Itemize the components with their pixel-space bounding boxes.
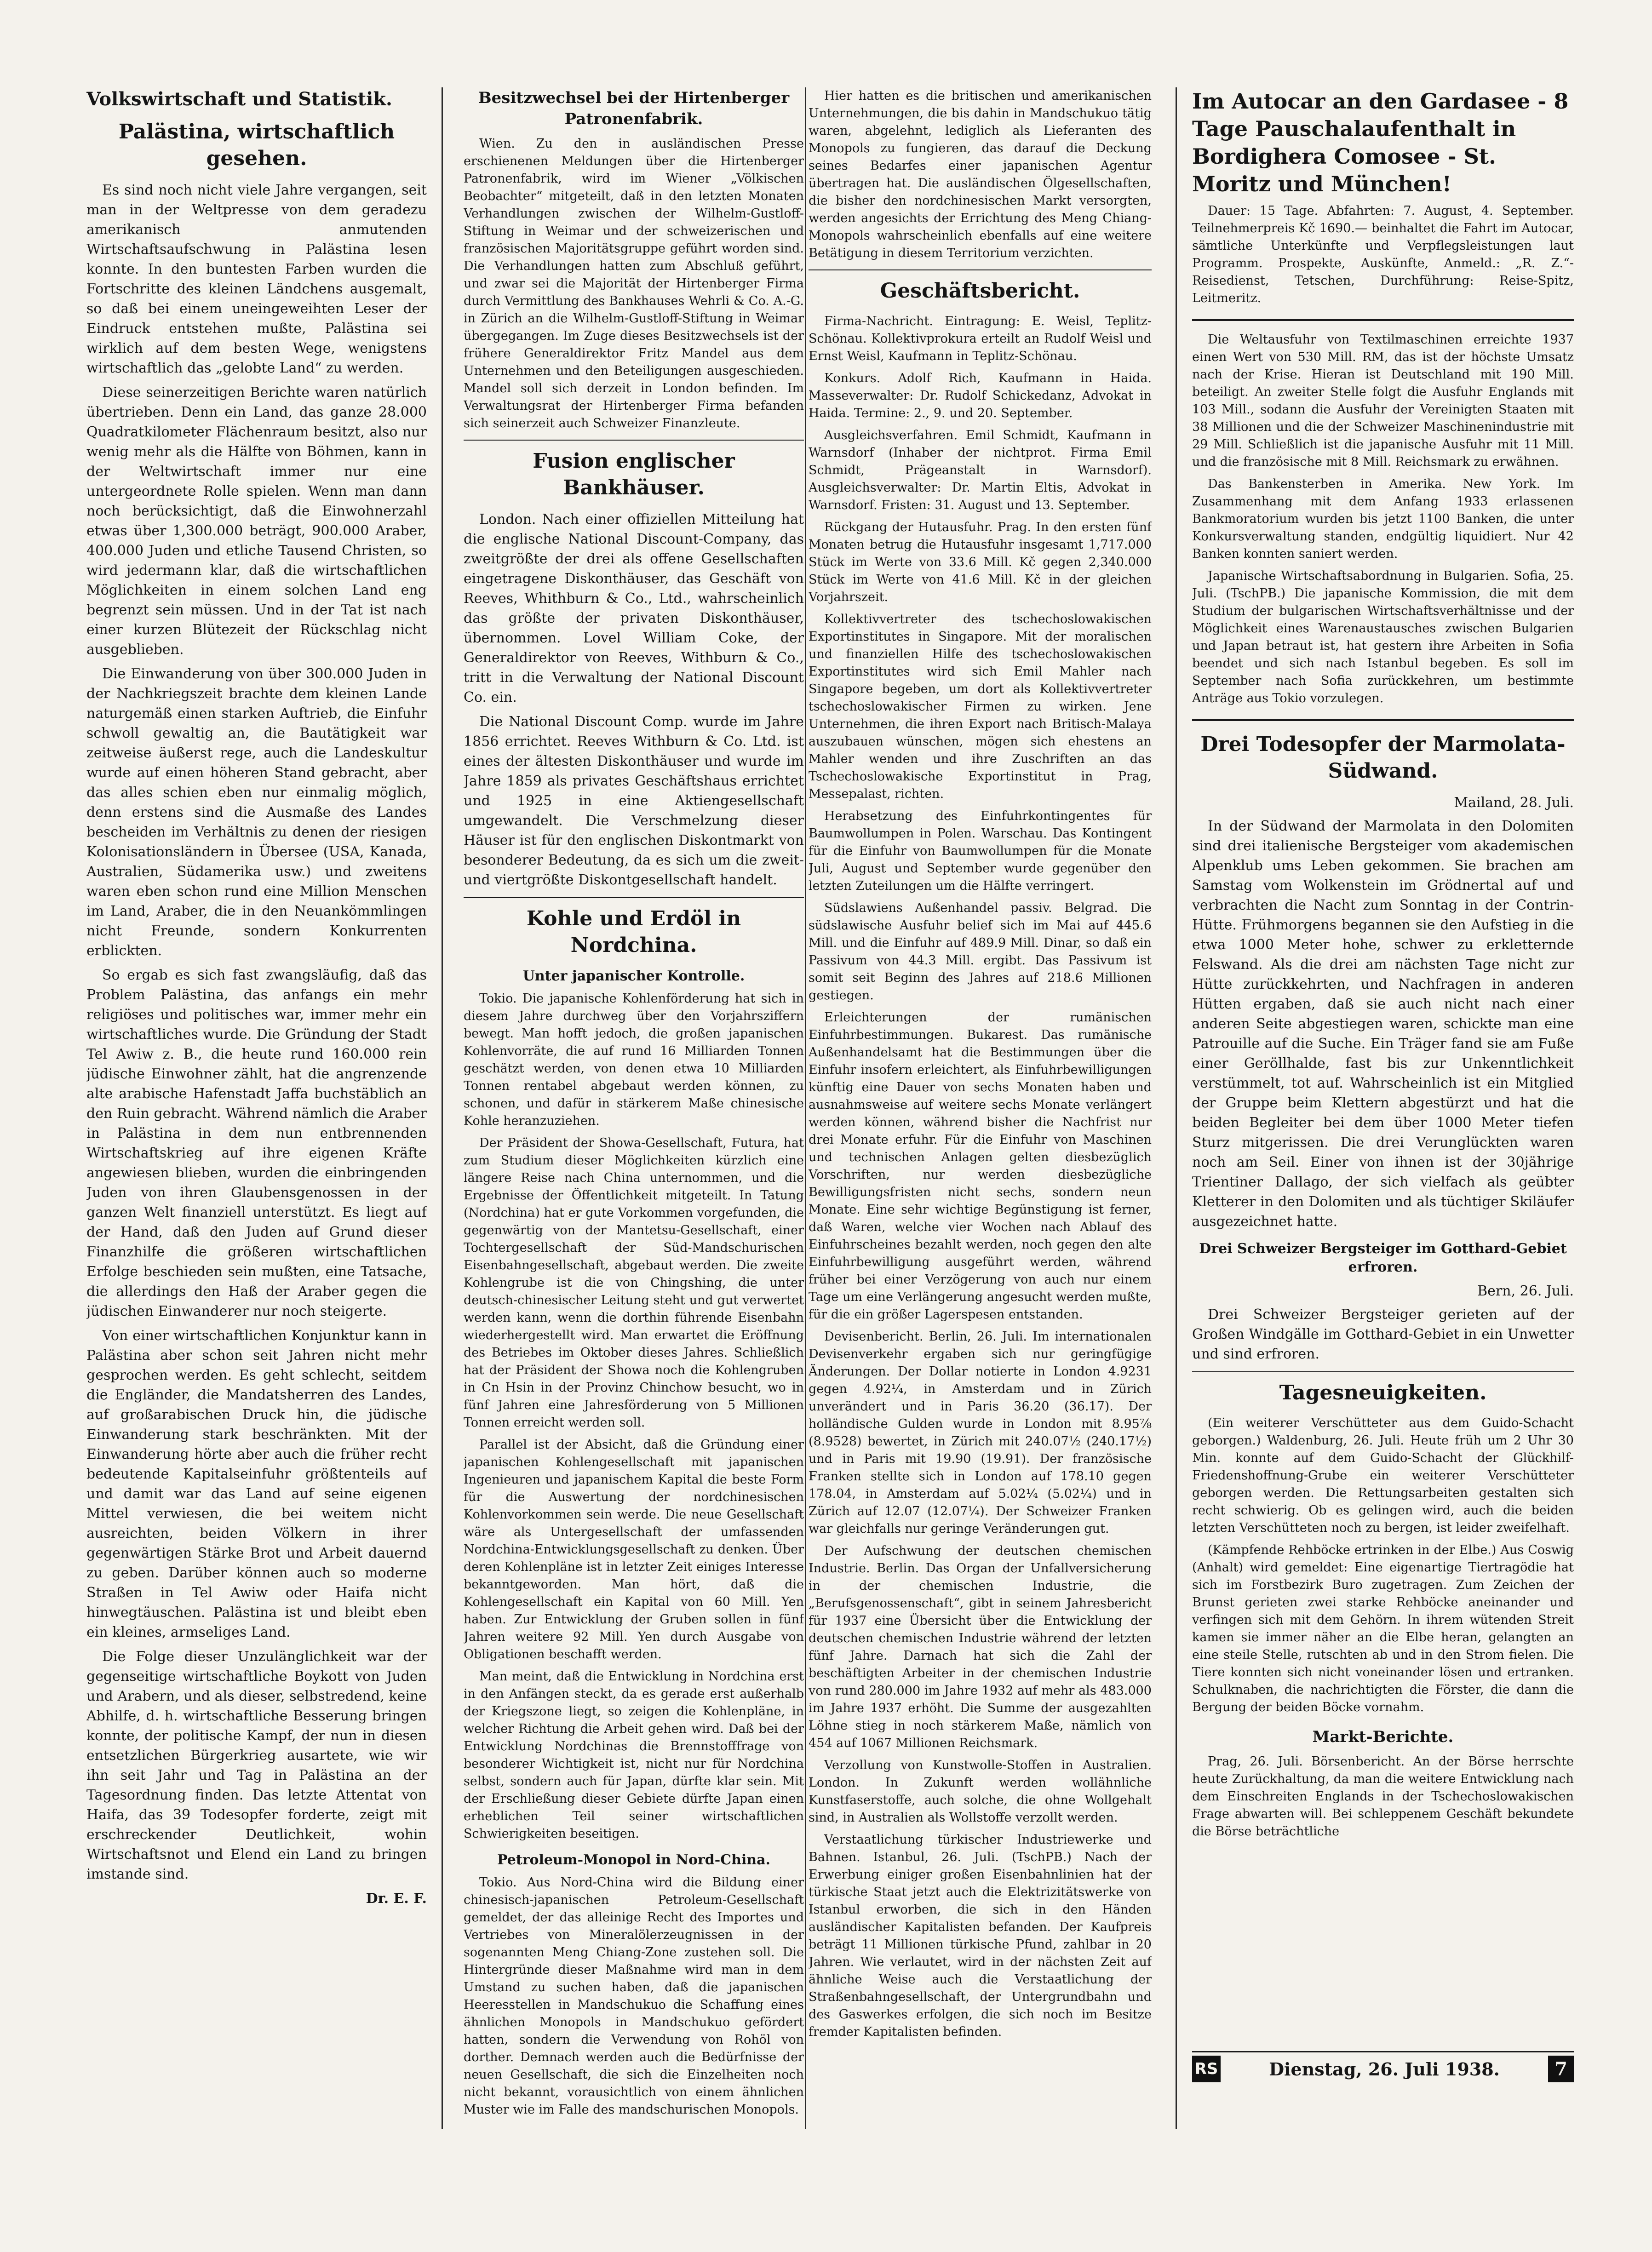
article-paragraph: Es sind noch nicht viele Jahre vergangen, seit man in der Weltpresse von dem geradezu amerikanisch anmutenden Wirtschaftsaufschwung in Palästina lesen konnte. In den buntesten Farben wurden die Fortschritte des kleinen Ländchens ausgemalt, so daß bei einem uneingeweihten Leser der Eindruck entstehen mußte, Palästina sei wirklich auf dem besten Wege, wenigstens wirtschaftlich das „gelobte Land“ zu werden. [86, 182, 427, 376]
news-item: Japanische Wirtschaftsabordnung in Bulgarien. Sofia, 25. Juli. (TschPB.) Die japanische Kommission, die mit dem Studium der bulgarischen Wirtschaftsverhältnisse und der Möglichkeit eines Warenaustausches zwischen Bulgarien und Japan betraut ist, hat gestern ihre Arbeiten in Sofia beendet und sich nach Istanbul begeben. Es soll im September nach Sofia zurückkehren, um bestimmte Anträge aus Tokio vorzulegen. [1192, 569, 1574, 705]
article-paragraph: Die Folge dieser Unzulänglichkeit war der gegenseitige wirtschaftliche Boykott von Juden und Arabern, und als dieser, selbstredend, keine Abhilfe, d. h. wirtschaftliche Besserung bringen konnte, der politische Kampf, der nun in diesen entsetzlichen Bürgerkrieg ausartete, wie wir ihn seit Jahr und Tag in Palästina an der Tagesordnung finden. Das letzte Attentat von Haifa, das 39 Todesopfer forderte, zeigt mit erschreckender Deutlichkeit, wohin Wirtschaftsnot und Elend ein Land zu bringen imstande sind. [86, 1649, 427, 1882]
article-paragraph: Der Präsident der Showa-Gesellschaft, Futura, hat zum Studium dieser Möglichkeiten kürzlich eine längere Reise nach China unternommen, und die Ergebnisse der Öffentlichkeit mitgeteilt. In Tatung (Nordchina) hat er gute Vorkommen vorgefunden, die gegenwärtig von der Mantetsu-Gesellschaft, einer Tochtergesellschaft der Süd-Mandschurischen Eisenbahngesellschaft, abgebaut werden. Die zweite Kohlengrube ist die von Chingshing, die unter deutsch-chinesischer Leitung steht und gut verwertet werden kann, wenn die dorthin führende Eisenbahn wiederhergestellt wird. Man erwartet die Eröffnung des Betriebes im Oktober dieses Jahres. Schließlich hat der Präsident der Showa noch die Kohlengruben in Cn Hsin in der Provinz Chinchow besucht, wo in fünf Jahren eine Jahresförderung von 5 Millionen Tonnen erreicht werden soll. [464, 1136, 804, 1430]
section-title: Volkswirtschaft und Statistik. [86, 88, 392, 110]
news-item: Die Weltausfuhr von Textilmaschinen erreichte 1937 einen Wert von 530 Mill. RM, das ist der höchste Umsatz nach der Krise. Hieran ist Deutschland mit 190 Mill. beteiligt. An zweiter Stelle folgt die Ausfuhr Englands mit 103 Mill., sodann die Ausfuhr der Vereinigten Staaten mit 38 Millionen und die der Schweizer Maschinenindustrie mit 29 Mill. Schließlich ist die japanische Ausfuhr mit 11 Mill. und die französische mit 8 Mill. Reichsmark zu erwähnen. [1192, 332, 1574, 469]
news-item: Verstaatlichung türkischer Industriewerke und Bahnen. Istanbul, 26. Juli. (TschPB.) Nach der Erwerbung einiger großen Eisenbahnlinien hat der türkische Staat jetzt auch die Elektrizitätswerke von Istanbul erworben, die sich in den Händen ausländischer Kapitalisten befanden. Der Kaufpreis beträgt 11 Millionen türkische Pfund, zahlbar in 20 Jahren. Wie verlautet, wird in der nächsten Zeit auf ähnliche Weise auch die Verstaatlichung der Straßenbahngesellschaft, der Untergrundbahn und des Gaswerkes erfolgen, die sich noch im Besitze fremder Kapitalisten befinden. [809, 1833, 1152, 2039]
advertisement-headline: Im Autocar an den Gardasee - 8 Tage Pauschalaufenthalt in Bordighera Comosee - St. Moritz und München! [1192, 89, 1569, 196]
article-dateline: Mailand, 28. Juli. [1454, 795, 1574, 811]
column-2 [464, 87, 804, 2129]
column-rule [1176, 87, 1177, 2129]
news-item: Südslawiens Außenhandel passiv. Belgrad. Die südslawische Ausfuhr belief sich im Mai auf 445.6 Mill. und die Einfuhr auf 489.9 Mill. Dinar, so daß ein Passivum von 44.3 Mill. ergibt. Das Passivum ist somit seit Beginn des Jahres auf 218.6 Millionen gestiegen. [809, 901, 1152, 1003]
article-paragraph: Tokio. Aus Nord-China wird die Bildung einer chinesisch-japanischen Petroleum-Gesellschaft gemeldet, der das alleinige Recht des Importes und Vertriebes von Mineralölerzeugnissen in der sogenannten Meng Chiang-Zone zustehen soll. Die Hintergründe dieser Maßnahme wird man in dem Umstand zu suchen haben, daß die japanischen Heeresstellen in Mandschukuo die Schaffung eines ähnlichen Monopols in Mandschukuo gefördert hatten, sondern die Verwendung von Rohöl von dorther. Demnach werden auch die Bedürfnisse der neuen Gesellschaft, die sich die Einzelheiten noch nicht bekannt, vorausichtlich von einem ähnlichen Muster wie im Falle des mandschurischen Monopols. [464, 1875, 804, 2117]
article-signature: Dr. E. F. [366, 1891, 427, 1907]
article-paragraph: Hier hatten es die britischen und amerikanischen Unternehmungen, die bis dahin in Mandschukuo tätig waren, abgelehnt, lediglich als Lieferanten des Monopols zu fungieren, das darauf die Deckung seines Bedarfes einer japanischen Agentur übertragen hat. Die ausländischen Ölgesellschaften, die bisher den nordchinesischen Markt versorgten, werden angesichts der Errichtung des Meng Chiang-Monopols wahrscheinlich ebenfalls auf eine weitere Betätigung in diesem Territorium verzichten. [809, 89, 1152, 260]
article-paragraph: So ergab es sich fast zwangsläufig, daß das Problem Palästina, das anfangs ein mehr religiöses und politisches war, immer mehr ein wirtschaftliches wurde. Die Gründung der Stadt Tel Awiw z. B., die heute rund 160.000 rein jüdische Einwohner zählt, hat die angrenzende alte arabische Hafenstadt Jaffa buchstäblich an den Ruin gebracht. Während nämlich die Araber in Palästina in dem nun entbrennenden Wirtschaftskrieg auf ihre eigenen Kräfte angewiesen blieben, wurden die einbringenden Juden von ihren Glaubensgenossen in der ganzen Welt finanziell unterstützt. Es liegt auf der Hand, daß den Juden auf Grund dieser Finanzhilfe die größeren wirtschaftlichen Erfolge beschieden sein mußten, eine Tatsache, die allerdings den Haß der Araber gegen die jüdischen Einwanderer nur noch steigerte. [86, 967, 427, 1319]
article-paragraph: Drei Schweizer Bergsteiger gerieten auf der Großen Windgälle im Gotthard-Gebiet in ein Unwetter und sind erfroren. [1192, 1307, 1574, 1362]
advertisement-text: Dauer: 15 Tage. Abfahrten: 7. August, 4. September. Teilnehmerpreis Kč 1690.— beinhaltet die Fahrt im Autocar, sämtliche Unterkünfte und Verpflegsleistungen laut Programm. Prospekte, Auskünfte, Anmeld.: „R. Z.“-Reisedienst, Tetschen, Durchführung: Reise-Spitz, Leitmeritz. [1192, 204, 1574, 305]
news-item: Firma-Nachricht. Eintragung: E. Weisl, Teplitz-Schönau. Kollektivprokura erteilt an Rudolf Weisl und Ernst Weisl, Kaufmann in Teplitz-Schönau. [809, 314, 1152, 363]
divider [464, 897, 804, 898]
article-paragraph: (Ein weiterer Verschütteter aus dem Guido-Schacht geborgen.) Waldenburg, 26. Juli. Heute früh um 2 Uhr 30 Min. konnte auf dem Guido-Schacht der Glückhilf-Friedenshoffnung-Grube ein weiterer Verschütteter geborgen werden. Die Rettungsarbeiten gestalten sich recht schwierig. Ob es gelingen wird, auch die beiden letzten Verschütteten noch zu bergen, ist leider zweifelhaft. [1192, 1416, 1574, 1535]
article-paragraph: Wien. Zu den in ausländischen Presse erschienenen Meldungen über die Hirtenberger Patronenfabrik, wird im Wiener „Völkischen Beobachter“ mitgeteilt, daß in den letzten Monaten Verhandlungen zwischen der Wilhelm-Gustloff-Stiftung in Weimar und der schweizerischen und französischen Majoritätsgruppe geführt worden sind. Die Verhandlungen hatten zum Abschluß geführt, und zwar sei die Majorität der Hirtenberger Firma durch Vermittlung des Bankhauses Wehrli & Co. A.-G. in Zürich an die Wilhelm-Gustloff-Stiftung in Weimar übergegangen. Im Zuge dieses Besitzwechsels ist der frühere Generaldirektor Fritz Mandel aus dem Unternehmen und den Beteiligungen ausgeschieden. Mandel soll sich derzeit in London befinden. Im Verwaltungsrat der Hirtenberger Firma befanden sich seinerzeit auch Schweizer Finanzleute. [464, 137, 804, 430]
article-subheadline: Unter japanischer Kontrolle. [522, 968, 745, 984]
article-paragraph: In der Südwand der Marmolata in den Dolomiten sind drei italienische Bergsteiger vom akademischen Alpenklub ums Leben gekommen. Sie brachen am Samstag vom Wolkenstein im Grödnertal auf und verbrachten die Nacht zum Sonntag in der Contrin-Hütte. Frühmorgens begannen sie den Aufstieg in die etwa 1000 Meter hohe, schwer zu erkletternde Felswand. Als die drei am nächsten Tage nicht zur Hütte zurückkehrten, und Nachfragen in anderen Hütten ergaben, daß sie auch nicht nach einer anderen Seite abgestiegen waren, schickte man eine Patrouille auf die Suche. Ein Träger fand sie am Fuße einer Geröllhalde, fast bis zur Unkenntlichkeit verstümmelt, tot auf. Wahrscheinlich ist ein Mitglied der Gruppe beim Klettern abgestürzt und hat die beiden Begleiter bei dem über 1000 Meter tiefen Sturz mitgerissen. Die drei Verunglückten waren noch am Seil. Einer von ihnen ist der 30jährige Trientiner Dallago, der sich vielfach als geübter Kletterer in den Dolomiten und als tüchtiger Skiläufer ausgezeichnet hatte. [1192, 818, 1574, 1230]
column-4 [1192, 87, 1574, 2129]
article-headline: Fusion englischer Bankhäuser. [533, 449, 735, 499]
divider [1192, 1371, 1574, 1372]
article-headline: Palästina, wirtschaftlich gesehen. [118, 120, 395, 170]
article-paragraph: (Kämpfende Rehböcke ertrinken in der Elbe.) Aus Coswig (Anhalt) wird gemeldet: Eine eigenartige Tiertragödie hat sich im Forstbezirk Buro zugetragen. Zum Zeichen der Brunst gerieten zwei starke Rehböcke aneinander und verfingen sich mit dem Gehörn. In ihrem wütenden Streit kamen sie immer näher an die Elbe heran, gelangten an eine steile Stelle, rutschten ab und in den Strom fielen. Die Tiere konnten sich nicht voneinander lösen und ertranken. Schulknaben, die nachrichtigten die Förster, die dann die Bergung der beiden Böcke vornahm. [1192, 1543, 1574, 1714]
divider [1192, 719, 1574, 721]
news-item: Kollektivvertreter des tschechoslowakischen Exportinstitutes in Singapore. Mit der moralischen und finanziellen Hilfe des tschechoslowakischen Exportinstitutes wird sich Emil Mahler nach Singapore begeben, um dort als Kollektivvertreter tschechoslowakischer Firmen zu wirken. Jene Unternehmen, die ihren Export nach Britisch-Malaya auszubauen wünschen, mögen sich ehestens an Mahler wenden und ihre Zuschriften an das Tschechoslowakische Exportinstitut in Prag, Messepalast, richten. [809, 612, 1152, 801]
article-headline: Besitzwechsel bei der Hirtenberger Patronenfabrik. [478, 89, 790, 128]
article-headline: Petroleum-Monopol in Nord-China. [497, 1852, 770, 1868]
article-paragraph: Die National Discount Comp. wurde im Jahre 1856 errichtet. Reeves Withburn & Co. Ltd. ist eines der ältesten Diskonthäuser und wurde im Jahre 1859 als privates Geschäftshaus errichtet und 1925 in eine Aktiengesellschaft umgewandelt. Die Verschmelzung dieser Häuser ist für den englischen Diskontmarkt von besonderer Bedeutung, da es sich um die zweit- und viertgrößte Diskontgesellschaft handelt. [464, 714, 804, 888]
news-item: Devisenbericht. Berlin, 26. Juli. Im internationalen Devisenverkehr ergaben sich nur geringfügige Änderungen. Der Dollar notierte in London 4.9231 gegen 4.92¼, in Amsterdam und in Zürich unverändert und in Paris 36.20 (36.17). Der holländische Gulden wurde in London mit 8.95⅞ (8.9528) bewertet, in Zürich mit 240.07½ (240.17½) und in Paris mit 19.90 (19.91). Der französische Franken stellte sich in London auf 178.10 gegen 178.04, in Amsterdam auf 5.02¼ (5.02¼) und in Zürich auf 12.07 (12.07¼). Der Schweizer Franken war gleichfalls nur geringe Veränderungen gut. [809, 1329, 1152, 1536]
column-rule [442, 87, 443, 2129]
news-item: Konkurs. Adolf Rich, Kaufmann in Haida. Masseverwalter: Dr. Rudolf Schickedanz, Advokat in Haida. Termine: 2., 9. und 20. September. [809, 371, 1152, 420]
article-paragraph: Die Einwanderung von über 300.000 Juden in der Nachkriegszeit brachte dem kleinen Lande naturgemäß einen starken Auftrieb, die Einfuhr schwoll gewaltig an, die Bautätigkeit war zeitweise äußerst rege, auch die Landeskultur wurde auf einen höheren Stand gebracht, aber das alles schien eben nur einmalig möglich, denn erstens sind die Ausmaße des Landes bescheiden im Verhältnis zu denen der riesigen Kolonisationsländern in Übersee (USA, Kanada, Australien, Südamerika usw.) und zweitens waren eben schon rund eine Million Menschen im Land, Araber, die in den Neuankömmlingen nicht Freunde, sondern Konkurrenten erblickten. [86, 666, 427, 959]
article-headline: Tagesneuigkeiten. [1279, 1381, 1487, 1404]
article-paragraph: Tokio. Die japanische Kohlenförderung hat sich in diesem Jahre durchweg über den Vorjahrsziffern bewegt. Man hofft jedoch, die großen japanischen Kohlenvorräte, die auf rund 16 Milliarden Tonnen geschätzt werden, von denen etwa 10 Milliarden Tonnen rentabel abgebaut werden können, zu schonen, und dafür in stärkerem Maße chinesische Kohle heranzuziehen. [464, 991, 804, 1128]
news-item: Der Aufschwung der deutschen chemischen Industrie. Berlin. Das Organ der Unfallversicherung in der chemischen Industrie, die „Berufsgenossenschaft“, gibt in seinem Jahresbericht für 1937 eine Übersicht über die Entwicklung der deutschen chemischen Industrie während der letzten fünf Jahre. Darnach hat sich die Zahl der beschäftigten Arbeiter in der chemischen Industrie von rund 280.000 im Jahre 1932 auf mehr als 483.000 im Jahre 1937 erhöht. Die Summe der ausgezahlten Löhne stieg in noch stärkerem Maße, nämlich von 454 auf 1067 Millionen Reichsmark. [809, 1544, 1152, 1750]
column-3 [809, 87, 1152, 2129]
article-paragraph: Man meint, daß die Entwicklung in Nordchina erst in den Anfängen steckt, da es gerade erst außerhalb der Kriegszone liegt, so zeigen die Kohlenpläne, in welcher Richtung die Arbeit gehen wird. Daß bei der Entwicklung Nordchinas die Brennstofffrage von besonderer Wichtigkeit ist, nicht nur für Nordchina selbst, sondern auch für Japan, dürfte klar sein. Mit der Erschließung dieser Gebiete dürfte Japan einen erheblichen Teil seiner wirtschaftlichen Schwierigkeiten beseitigen. [464, 1669, 804, 1841]
article-paragraph: London. Nach einer offiziellen Mitteilung hat die englische National Discount-Company, das zweitgrößte der drei als offene Gesellschaften eingetragene Diskonthäuser, das Geschäft von Reeves, Whithburn & Co., Ltd., wahrscheinlich das größte der privaten Diskonthäuser, übernommen. Lovel William Coke, der Generaldirektor von Reeves, Withburn & Co., tritt in die Verwaltung der National Discount Co. ein. [464, 511, 804, 705]
article-paragraph: Von einer wirtschaftlichen Konjunktur kann in Palästina aber schon seit Jahren nicht mehr gesprochen werden. Es geht schlecht, seitdem die Engländer, die Mandatsherren des Landes, auf großarabischen Druck hin, die jüdische Einwanderung stark beschränkten. Mit der Einwanderung hörte aber auch die früher recht bedeutende Kapitalseinfuhr größtenteils auf und damit war das Land auf seine eigenen Mittel verwiesen, die bei weitem nicht ausreichten, beiden Völkern in ihrer gegenwärtigen Stärke Brot und Arbeit dauernd zu geben. Darüber können auch so moderne Straßen in Tel Awiw oder Haifa nicht hinwegtäuschen. Palästina ist und bleibt eben ein kleines, armseliges Land. [86, 1328, 427, 1640]
article-headline: Drei Schweizer Bergsteiger im Gotthard-Gebiet erfroren. [1199, 1241, 1567, 1275]
article-headline: Drei Todesopfer der Marmolata-Südwand. [1200, 733, 1566, 783]
article-paragraph: Prag, 26. Juli. Börsenbericht. An der Börse herrschte heute Zurückhaltung, da man die weitere Entwicklung nach dem Einschreiten Englands in der Tschechoslowakischen Frage abwarten will. Bei schleppenem Geschäft bekundete die Börse beträchtliche [1192, 1754, 1574, 1839]
divider [1192, 319, 1574, 321]
news-item: Rückgang der Hutausfuhr. Prag. In den ersten fünf Monaten betrug die Hutausfuhr insgesamt 1,717.000 Stück im Werte von 33.6 Mill. Kč gegen 2,340.000 Stück im Werte von 41.6 Mill. Kč in der gleichen Vorjahrszeit. [809, 520, 1152, 604]
section-title: Geschäftsbericht. [880, 279, 1080, 303]
page-number: 7 [1548, 2056, 1574, 2082]
issue-date: Dienstag, 26. Juli 1938. [1269, 2058, 1500, 2080]
article-paragraph: Diese seinerzeitigen Berichte waren natürlich übertrieben. Denn ein Land, das ganze 28.000 Quadratkilometer Flächenraum besitzt, also nur wenig mehr als die Hälfte von Böhmen, kann in der Weltwirtschaft immer nur eine untergeordnete Rolle spielen. Wenn man dann noch berücksichtigt, daß die Einwohnerzahl etwas über 1,300.000 beträgt, 900.000 Araber, 400.000 Juden und etliche Tausend Christen, so wird jedermann klar, daß die wirtschaftlichen Möglichkeiten in einem solchen Land eng begrenzt sein müssen. Und in der Tat ist nach einer kurzen Blütezeit der Rückschlag nicht ausgeblieben. [86, 384, 427, 658]
publisher-logo: RS [1192, 2056, 1221, 2082]
column-1 [86, 87, 427, 2129]
column-rule [805, 87, 806, 2129]
article-headline: Kohle und Erdöl in Nordchina. [526, 907, 741, 957]
article-dateline: Bern, 26. Juli. [1477, 1283, 1574, 1299]
page-footer [1192, 2051, 1574, 2086]
news-item: Herabsetzung des Einfuhrkontingentes für Baumwollumpen in Polen. Warschau. Das Kontingent für die Einfuhr von Baumwollumpen für die Monate Juli, August und September wurde gegenüber den letzten Zuteilungen um die Hälfte verringert. [809, 809, 1152, 893]
article-headline: Markt-Berichte. [1312, 1728, 1454, 1746]
news-item: Das Bankensterben in Amerika. New York. Im Zusammenhang mit dem Anfang 1933 erlassenen Bankmoratorium wurden bis jetzt 1100 Banken, die unter Konkursverwaltung standen, endgültig liquidiert. Nur 42 Banken konnten saniert werden. [1192, 477, 1574, 561]
article-paragraph: Parallel ist der Absicht, daß die Gründung einer japanischen Kohlengesellschaft mit japanischen Ingenieuren und japanischem Kapital die beste Form für die Auswertung der nordchinesischen Kohlenvorkommen sein werde. Die neue Gesellschaft wäre als Untergesellschaft der umfassenden Nordchina-Entwicklungsgesellschaft zu denken. Über deren Kohlenpläne ist in letzter Zeit einiges Interesse bekanntgeworden. Man hört, daß die Kohlengesellschaft ein Kapital von 60 Mill. Yen haben. Zur Entwicklung der Gruben sollen in fünf Jahren weitere 92 Mill. Yen durch Ausgabe von Obligationen beschafft werden. [464, 1438, 804, 1662]
news-item: Erleichterungen der rumänischen Einfuhrbestimmungen. Bukarest. Das rumänische Außenhandelsamt hat die Bestimmungen über die Einfuhr insofern erleichtert, als Einfuhrbewilligungen künftig eine Dauer von sechs Monaten haben und ausnahmsweise auf weitere sechs Monate verlängert werden können, während bisher die Nachfrist nur drei Monate erfuhr. Für die Einfuhr von Maschinen und technischen Anlagen gelten diesbezüglich Vorschriften, nur werden diesbezügliche Bewilligungsfristen nicht sechs, sondern neun Monate. Eine sehr wichtige Begünstigung ist ferner, daß Waren, welche vier Wochen nach Ablauf des Einfuhrscheines bezahlt werden, noch gegen den alte Einfuhrbewilligung ausgeführt werden, während früher bei einer Verzögerung von auch nur einem Tage um eine Verlängerung angesucht werden mußte, für die ein größer Lagerspesen entstanden. [809, 1010, 1152, 1322]
news-item: Ausgleichsverfahren. Emil Schmidt, Kaufmann in Warnsdorf (Inhaber der nichtprot. Firma Emil Schmidt, Prägeanstalt in Warnsdorf). Ausgleichsverwalter: Dr. Martin Eltis, Advokat in Warnsdorf. Fristen: 31. August und 13. September. [809, 428, 1152, 512]
news-item: Verzollung von Kunstwolle-Stoffen in Australien. London. In Zukunft werden wollähnliche Kunstfaserstoffe, auch solche, die ohne Wollgehalt sind, in Australien als Wollstoffe verzollt werden. [809, 1758, 1152, 1825]
divider [809, 269, 1152, 270]
divider [464, 440, 804, 441]
